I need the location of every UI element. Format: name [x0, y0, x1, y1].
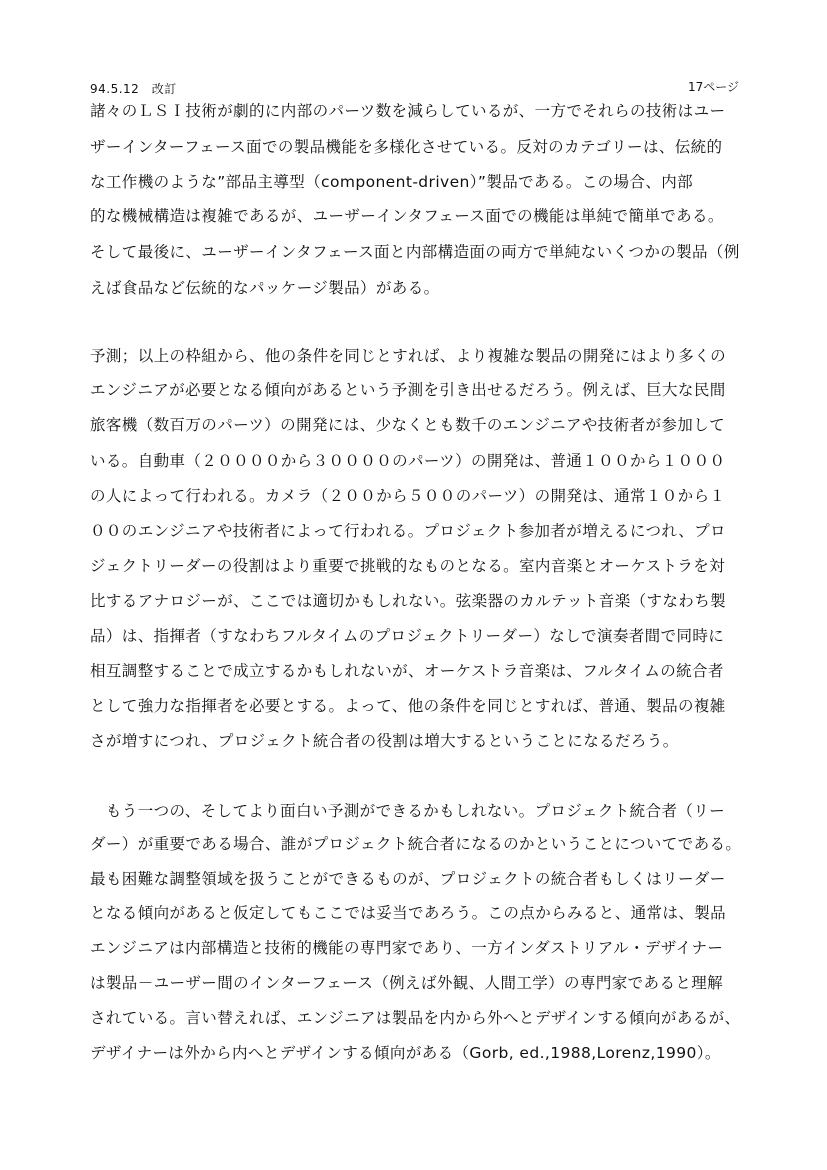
- text-line: さが増すにつれ、プロジェクト統合者の役割は増大するということになるだろう。: [90, 732, 679, 750]
- revision-date: 94.5.12 改訂: [90, 82, 177, 96]
- text-line: エンジニアが必要となる傾向があるという予測を引き出せるだろう。例えば、巨大な民間: [90, 381, 726, 399]
- text-line: 最も困難な調整領域を扱うことができるものが、プロジェクトの統合者もしくはリーダー: [90, 870, 726, 888]
- text-line: 相互調整することで成立するかもしれないが、オーケストラ音楽は、フルタイムの統合者: [90, 662, 724, 680]
- text-line: として強力な指揮者を必要とする。よって、他の条件を同じとすれば、普通、製品の複雑: [90, 697, 726, 715]
- text-line: 旅客機（数百万のパーツ）の開発には、少なくとも数千のエンジニアや技術者が参加して: [90, 416, 725, 434]
- text-line: エンジニアは内部構造と技術的機能の専門家であり、一方インダストリアル・デザイナー: [90, 939, 724, 957]
- text-line: 予測；以上の枠組から、他の条件を同じとすれば、より複雑な製品の開発にはより多くの: [90, 347, 727, 365]
- text-line: ザーインターフェース面での製品機能を多様化させている。反対のカテゴリーは、伝統的: [90, 138, 723, 156]
- text-line: 諸々のＬＳＩ技術が劇的に内部のパーツ数を減らしているが、一方でそれらの技術はユー: [90, 102, 726, 120]
- text-line: ダー）が重要である場合、誰がプロジェクト統合者になるのかということについてである。: [90, 835, 742, 853]
- text-line: デザイナーは外から内へとデザインする傾向がある（Gorb, ed.,1988,Lorenz,1990）。: [90, 1044, 721, 1062]
- text-line: な工作機のような”部品主導型（component-driven）”製品である。この場合、内部: [90, 173, 694, 191]
- text-line: えば食品など伝統的なパッケージ製品）がある。: [90, 279, 440, 297]
- text-line: ジェクトリーダーの役割はより重要で挑戦的なものとなる。室内音楽とオーケストラを対: [90, 557, 726, 575]
- text-line: もう一つの、そしてより面白い予測ができるかもしれない。プロジェクト統合者（リー: [90, 802, 726, 820]
- text-line: 品）は、指揮者（すなわちフルタイムのプロジェクトリーダー）なしで演奏者間で同時に: [90, 627, 725, 645]
- text-line: されている。言い替えれば、エンジニアは製品を内から外へとデザインする傾向があるが、: [90, 1009, 741, 1027]
- text-line: そして最後に、ユーザーインタフェース面と内部構造面の両方で単純ないくつかの製品（例: [90, 243, 740, 261]
- text-line: となる傾向があると仮定してもここでは妥当であろう。この点からみると、通常は、製品: [90, 904, 727, 922]
- text-line: いる。自動車（２００００から３００００のパーツ）の開発は、普通１００から１０００: [90, 452, 726, 470]
- text-line: ００のエンジニアや技術者によって行われる。プロジェクト参加者が増えるにつれ、プロ: [90, 522, 726, 540]
- text-line: の人によって行われる。カメラ（２００から５００のパーツ）の開発は、通常１０から１: [90, 487, 726, 505]
- text-line: 比するアナロジーが、ここでは適切かもしれない。弦楽器のカルテット音楽（すなわち製: [90, 592, 727, 610]
- text-line: は製品－ユーザー間のインターフェース（例えば外観、人間工学）の専門家であると理解: [90, 974, 724, 992]
- text-line: 的な機械構造は複雑であるが、ユーザーインタフェース面での機能は単純で簡単である。: [90, 207, 724, 225]
- page-number: 17ページ: [688, 80, 740, 94]
